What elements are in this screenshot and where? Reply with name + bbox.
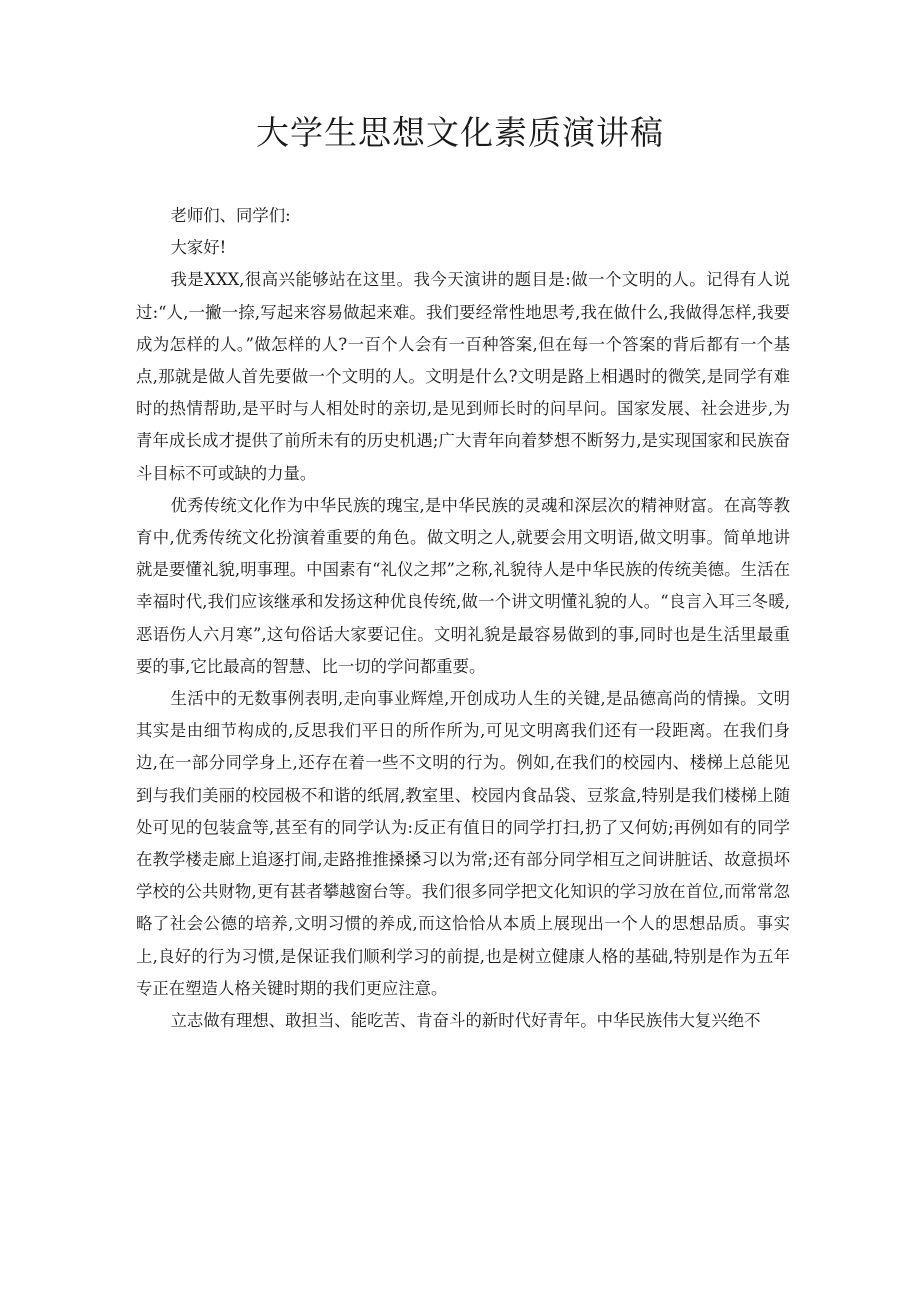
document-body [136, 200, 790, 1037]
paragraph-1: 我是XXX,很高兴能够站在这里。我今天演讲的题目是:做一个文明的人。记得有人说过:“人,一撇一捺,写起来容易做起来难。我们要经常性地思考,我在做什么,我做得怎样,我要成为怎样的人。”做怎样的人?一百个人会有一百种答案,但在每一个答案的背后都有一个基点,那就是做人首先要做一个文明的人。文明是什么?文明是路上相遇时的微笑,是同学有难时的热情帮助,是平时与人相处时的亲切,是见到师长时的问早问。国家发展、社会进步,为青年成长成才提供了前所未有的历史机遇;广大青年向着梦想不断努力,是实现国家和民族奋斗目标不可或缺的力量。 [136, 270, 790, 483]
paragraph-3: 生活中的无数事例表明,走向事业辉煌,开创成功人生的关键,是品德高尚的情操。文明其实是由细节构成的,反思我们平日的所作所为,可见文明离我们还有一段距离。在我们身边,在一部分同学身上,还存在着一些不文明的行为。例如,在我们的校园内、楼梯上总能见到与我们美丽的校园极不和谐的纸屑,教室里、校园内食品袋、豆浆盒,特别是我们楼梯上随处可见的包装盒等,甚至有的同学认为:反正有值日的同学打扫,扔了又何妨;再例如有的同学在教学楼走廊上追逐打闹,走路推推搡搡习以为常;还有部分同学相互之间讲脏话、故意损坏学校的公共财物,更有甚者攀越窗台等。我们很多同学把文化知识的学习放在首位,而常常忽略了社会公德的培养,文明习惯的养成,而这恰恰从本质上展现出一个人的思想品质。事实上,良好的行为习惯,是保证我们顺利学习的前提,也是树立健康人格的基础,特别是作为五年专正在塑造人格关键时期的我们更应注意。 [136, 689, 790, 998]
document-title: 大学生思想文化素质演讲稿 [256, 113, 664, 152]
paragraph-2: 优秀传统文化作为中华民族的瑰宝,是中华民族的灵魂和深层次的精神财富。在高等教育中,优秀传统文化扮演着重要的角色。做文明之人,就要会用文明语,做文明事。简单地讲就是要懂礼貌,明事理。中国素有“礼仪之邦”之称,礼貌待人是中华民族的传统美德。生活在幸福时代,我们应该继承和发扬这种优良传统,做一个讲文明懂礼貌的人。“良言入耳三冬暖,恶语伤人六月寒”,这句俗话大家要记住。文明礼貌是最容易做到的事,同时也是生活里最重要的事,它比最高的智慧、比一切的学问都重要。 [136, 495, 790, 676]
salutation: 老师们、同学们: [170, 206, 291, 225]
greeting: 大家好! [170, 238, 227, 258]
paragraph-4: 立志做有理想、敢担当、能吃苦、肯奋斗的新时代好青年。中华民族伟大复兴绝不 [170, 1011, 761, 1031]
